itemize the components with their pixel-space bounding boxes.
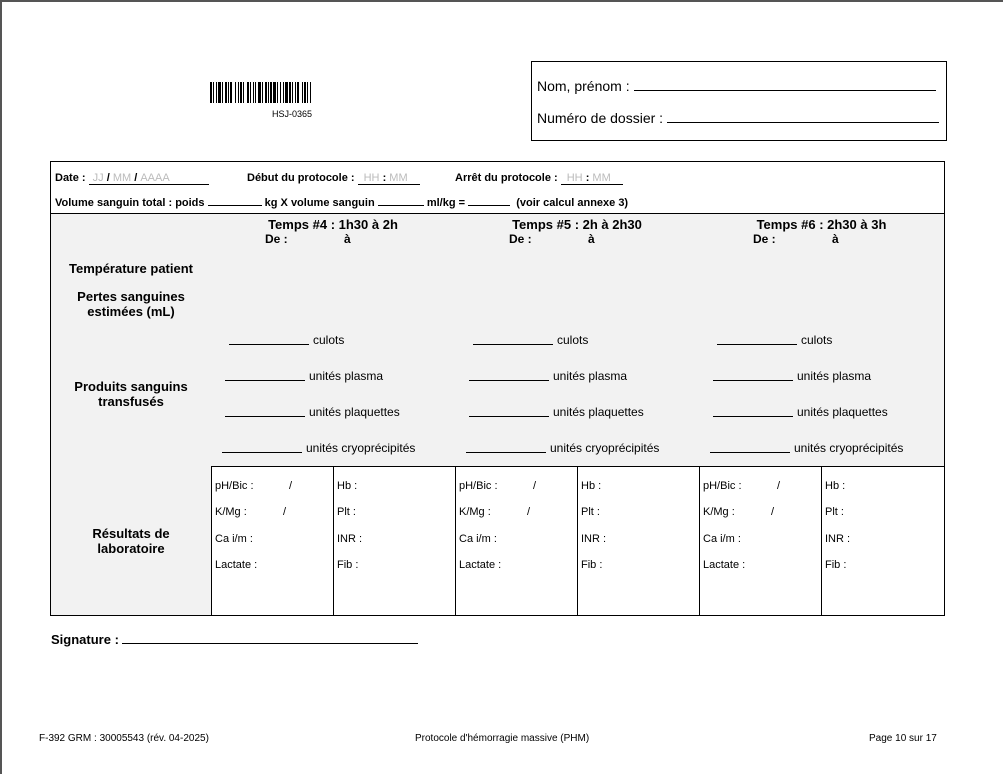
cryo-label-6: unités cryoprécipités bbox=[794, 441, 904, 455]
volume-prefix: Volume sanguin total : poids bbox=[55, 197, 205, 209]
product-culots-4[interactable] bbox=[211, 322, 456, 359]
barcode-code: HSJ-0365 bbox=[271, 109, 313, 119]
patient-id-box bbox=[531, 61, 947, 141]
blood-loss-cell-6[interactable] bbox=[699, 286, 944, 323]
period-6-title: Temps #6 : 2h30 à 3h bbox=[756, 217, 887, 232]
product-plaquettes-5[interactable] bbox=[455, 394, 700, 431]
plaquettes-blank-5[interactable] bbox=[469, 407, 549, 417]
plaquettes-label-4: unités plaquettes bbox=[309, 405, 400, 419]
total-volume-field[interactable] bbox=[468, 196, 510, 206]
protocol-table bbox=[50, 161, 945, 616]
product-plasma-6[interactable] bbox=[699, 358, 944, 395]
product-culots-6[interactable] bbox=[699, 322, 944, 359]
header-empty-cell bbox=[51, 214, 212, 251]
lab-ca-6: Ca i/m : bbox=[703, 533, 741, 545]
plasma-blank-4[interactable] bbox=[225, 371, 305, 381]
date-aaaa-placeholder: AAAA bbox=[140, 172, 170, 184]
signature-label: Signature : bbox=[51, 632, 119, 647]
start-time-sep: : bbox=[382, 172, 387, 184]
temperature-cell-4[interactable] bbox=[211, 250, 456, 287]
blood-loss-label: Pertes sanguines estimées (mL) bbox=[51, 286, 212, 323]
date-sep-1: / bbox=[106, 172, 110, 184]
lab-right-4[interactable] bbox=[333, 466, 456, 615]
lab-results-label: Résultats de laboratoire bbox=[51, 466, 212, 615]
lab-inr-5: INR : bbox=[581, 533, 607, 545]
footer-page-number: Page 10 sur 17 bbox=[869, 733, 937, 744]
lab-ph-4: pH/Bic : bbox=[215, 480, 254, 492]
lab-left-6[interactable] bbox=[699, 466, 822, 615]
barcode-block bbox=[210, 82, 374, 119]
lab-inr-4: INR : bbox=[337, 533, 363, 545]
volume-per-kg-field[interactable] bbox=[378, 196, 424, 206]
lab-ph-slash-5: / bbox=[533, 480, 537, 492]
lab-lactate-4: Lactate : bbox=[215, 559, 258, 571]
product-plasma-5[interactable] bbox=[455, 358, 700, 395]
date-mm-placeholder: MM bbox=[112, 172, 132, 184]
lab-right-5[interactable] bbox=[577, 466, 700, 615]
start-label: Début du protocole : bbox=[247, 172, 355, 184]
start-mm-placeholder: MM bbox=[389, 172, 408, 184]
volume-note: (voir calcul annexe 3) bbox=[516, 197, 629, 209]
lab-ph-slash-4: / bbox=[289, 480, 293, 492]
lab-plt-6: Plt : bbox=[825, 506, 844, 518]
lab-right-6[interactable] bbox=[821, 466, 944, 615]
cryo-label-4: unités cryoprécipités bbox=[306, 441, 416, 455]
culots-label-4: culots bbox=[313, 333, 345, 347]
patient-name-row bbox=[537, 78, 936, 94]
cryo-blank-6[interactable] bbox=[710, 443, 790, 453]
lab-kmg-slash-6: / bbox=[771, 506, 775, 518]
period-6-a: à bbox=[832, 232, 839, 246]
period-4-de: De : bbox=[265, 232, 288, 246]
lab-lactate-6: Lactate : bbox=[703, 559, 746, 571]
date-row bbox=[55, 172, 209, 185]
file-number-row bbox=[537, 110, 939, 126]
volume-mlkg-label: ml/kg = bbox=[426, 197, 466, 209]
culots-blank-5[interactable] bbox=[473, 335, 553, 345]
period-6-de: De : bbox=[753, 232, 776, 246]
plasma-label-4: unités plasma bbox=[309, 369, 384, 383]
lab-plt-4: Plt : bbox=[337, 506, 356, 518]
stop-hh-placeholder: HH bbox=[566, 172, 583, 184]
lab-hb-5: Hb : bbox=[581, 480, 602, 492]
period-5-title: Temps #5 : 2h à 2h30 bbox=[512, 217, 642, 232]
period-5-a: à bbox=[588, 232, 595, 246]
stop-row bbox=[455, 172, 623, 185]
lab-plt-5: Plt : bbox=[581, 506, 600, 518]
lab-left-5[interactable] bbox=[455, 466, 578, 615]
lab-inr-6: INR : bbox=[825, 533, 851, 545]
lab-ca-5: Ca i/m : bbox=[459, 533, 497, 545]
lab-ph-5: pH/Bic : bbox=[459, 480, 498, 492]
product-plaquettes-4[interactable] bbox=[211, 394, 456, 431]
blood-volume-row bbox=[55, 196, 628, 209]
cryo-blank-5[interactable] bbox=[466, 443, 546, 453]
culots-blank-4[interactable] bbox=[229, 335, 309, 345]
culots-blank-6[interactable] bbox=[717, 335, 797, 345]
temperature-label: Température patient bbox=[51, 250, 212, 287]
period-4-a: à bbox=[344, 232, 351, 246]
file-number-field[interactable] bbox=[667, 110, 939, 123]
date-field[interactable] bbox=[89, 172, 209, 185]
lab-hb-4: Hb : bbox=[337, 480, 358, 492]
lab-ca-4: Ca i/m : bbox=[215, 533, 253, 545]
blood-loss-cell-5[interactable] bbox=[455, 286, 700, 323]
signature-field[interactable] bbox=[122, 632, 418, 644]
lab-kmg-4: K/Mg : bbox=[215, 506, 247, 518]
date-jj-placeholder: JJ bbox=[92, 172, 104, 184]
lab-hb-6: Hb : bbox=[825, 480, 846, 492]
date-sep-2: / bbox=[134, 172, 138, 184]
lab-kmg-slash-4: / bbox=[283, 506, 287, 518]
lab-fib-5: Fib : bbox=[581, 559, 603, 571]
blood-loss-cell-4[interactable] bbox=[211, 286, 456, 323]
lab-lactate-5: Lactate : bbox=[459, 559, 502, 571]
patient-name-label: Nom, prénom : bbox=[537, 78, 630, 94]
plaquettes-label-6: unités plaquettes bbox=[797, 405, 888, 419]
cryo-label-5: unités cryoprécipités bbox=[550, 441, 660, 455]
lab-kmg-5: K/Mg : bbox=[459, 506, 491, 518]
lab-fib-6: Fib : bbox=[825, 559, 847, 571]
lab-kmg-6: K/Mg : bbox=[703, 506, 735, 518]
stop-time-sep: : bbox=[585, 172, 590, 184]
plaquettes-blank-4[interactable] bbox=[225, 407, 305, 417]
header-period-5 bbox=[455, 214, 700, 251]
period-4-title: Temps #4 : 1h30 à 2h bbox=[268, 217, 398, 232]
footer-title: Protocole d'hémorragie massive (PHM) bbox=[415, 733, 590, 744]
stop-time-field[interactable] bbox=[561, 172, 623, 185]
header-period-6 bbox=[699, 214, 944, 251]
plasma-label-6: unités plasma bbox=[797, 369, 872, 383]
stop-label: Arrêt du protocole : bbox=[455, 172, 558, 184]
product-plaquettes-6[interactable] bbox=[699, 394, 944, 431]
cryo-blank-4[interactable] bbox=[222, 443, 302, 453]
temperature-cell-6[interactable] bbox=[699, 250, 944, 287]
footer-form-id: F-392 GRM : 30005543 (rév. 04-2025) bbox=[39, 733, 209, 744]
lab-fib-4: Fib : bbox=[337, 559, 359, 571]
culots-label-6: culots bbox=[801, 333, 833, 347]
product-culots-5[interactable] bbox=[455, 322, 700, 359]
start-row bbox=[247, 172, 420, 185]
product-plasma-4[interactable] bbox=[211, 358, 456, 395]
plaquettes-blank-6[interactable] bbox=[713, 407, 793, 417]
plasma-blank-6[interactable] bbox=[713, 371, 793, 381]
file-number-label: Numéro de dossier : bbox=[537, 110, 664, 126]
protocol-info bbox=[51, 162, 944, 214]
temperature-cell-5[interactable] bbox=[455, 250, 700, 287]
period-5-de: De : bbox=[509, 232, 532, 246]
header-period-4 bbox=[211, 214, 456, 251]
signature-row bbox=[51, 632, 418, 647]
products-label: Produits sanguins transfusés bbox=[51, 322, 212, 467]
lab-left-4[interactable] bbox=[211, 466, 334, 615]
start-hh-placeholder: HH bbox=[363, 172, 380, 184]
stop-mm-placeholder: MM bbox=[592, 172, 611, 184]
product-cryo-6[interactable] bbox=[699, 430, 944, 467]
weight-field[interactable] bbox=[208, 196, 262, 206]
product-cryo-4[interactable] bbox=[211, 430, 456, 467]
plasma-label-5: unités plasma bbox=[553, 369, 628, 383]
product-cryo-5[interactable] bbox=[455, 430, 700, 467]
barcode-image bbox=[210, 82, 374, 103]
lab-ph-slash-6: / bbox=[777, 480, 781, 492]
plasma-blank-5[interactable] bbox=[469, 371, 549, 381]
lab-ph-6: pH/Bic : bbox=[703, 480, 742, 492]
culots-label-5: culots bbox=[557, 333, 589, 347]
volume-kg-label: kg X volume sanguin bbox=[264, 197, 375, 209]
patient-name-field[interactable] bbox=[634, 78, 936, 91]
start-time-field[interactable] bbox=[358, 172, 420, 185]
plaquettes-label-5: unités plaquettes bbox=[553, 405, 644, 419]
lab-kmg-slash-5: / bbox=[527, 506, 531, 518]
date-label: Date : bbox=[55, 172, 86, 184]
